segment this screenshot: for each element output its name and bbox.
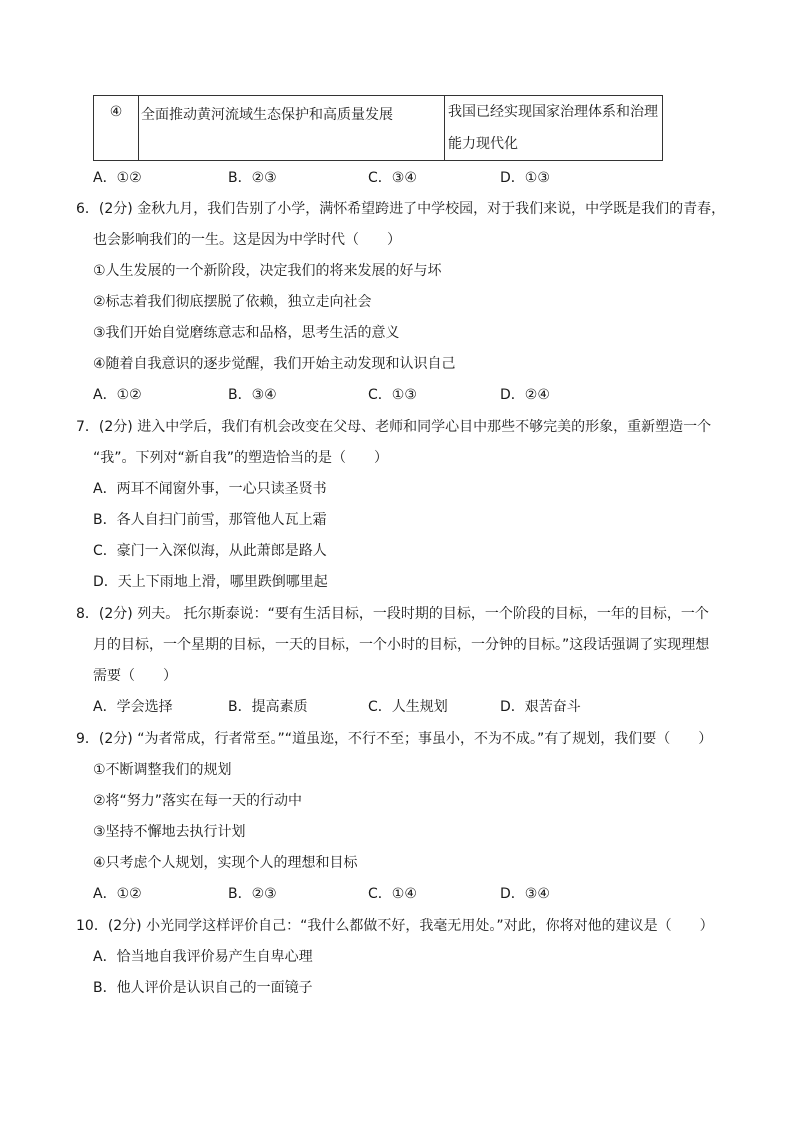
q6-item-1: ①人生发展的一个新阶段，决定我们的将来发展的好与坏 bbox=[93, 263, 442, 279]
q9-option-b: B．②③ bbox=[228, 886, 277, 902]
q9-item-3: ③坚持不懈地去执行计划 bbox=[93, 824, 246, 840]
q7-option-d: D．天上下雨地上滑，哪里跌倒哪里起 bbox=[93, 574, 328, 590]
q9-option-d: D．③④ bbox=[500, 886, 550, 902]
q5-option-d: D．①③ bbox=[500, 170, 550, 186]
q9-stem-line1: 9．(2分) “为者常成，行者常至。”“道虽迩，不行不至；事虽小，不为不成。”有了规划，我们要（ ） bbox=[76, 731, 713, 747]
q9-item-4: ④只考虑个人规划，实现个人的理想和目标 bbox=[93, 855, 358, 871]
q5-option-b: B．②③ bbox=[228, 170, 277, 186]
q9-item-2: ②将“努力”落实在每一天的行动中 bbox=[93, 793, 303, 809]
q5-option-a: A．①② bbox=[93, 170, 142, 186]
q7-stem-line2: “我”。下列对“新自我”的塑造恰当的是（ ） bbox=[93, 450, 389, 466]
q8-option-a: A．学会选择 bbox=[93, 699, 173, 715]
q7-option-b: B．各人自扫门前雪，那管他人瓦上霜 bbox=[93, 512, 327, 528]
q6-option-d: D．②④ bbox=[500, 387, 550, 403]
q6-option-b: B．③④ bbox=[228, 387, 277, 403]
q8-stem-line3: 需要（ ） bbox=[93, 668, 177, 684]
q6-item-3: ③我们开始自觉磨练意志和品格，思考生活的意义 bbox=[93, 325, 400, 341]
q8-stem-line1: 8．(2分) 列夫。 托尔斯泰说：“要有生活目标，一段时期的目标，一个阶段的目标，一年的目标，一个 bbox=[76, 606, 709, 622]
answer-table-fragment bbox=[93, 95, 663, 161]
q6-stem-line2: 也会影响我们的一生。这是因为中学时代（ ） bbox=[93, 232, 401, 248]
table-cell-number: ④ bbox=[94, 96, 139, 161]
q10-option-a: A．恰当地自我评价易产生自卑心理 bbox=[93, 949, 313, 965]
table-row bbox=[94, 96, 663, 161]
q9-option-c: C．①④ bbox=[368, 886, 417, 902]
q10-stem-line1: 10．(2分) 小光同学这样评价自己：“我什么都做不好，我毫无用处。”对此，你将对他的建议是（ ） bbox=[76, 918, 714, 934]
q7-option-a: A．两耳不闻窗外事，一心只读圣贤书 bbox=[93, 481, 327, 497]
q6-item-2: ②标志着我们彻底摆脱了依赖，独立走向社会 bbox=[93, 294, 372, 310]
q6-item-4: ④随着自我意识的逐步觉醒，我们开始主动发现和认识自己 bbox=[93, 356, 456, 372]
q8-option-c: C．人生规划 bbox=[368, 699, 448, 715]
table-cell-judgement bbox=[445, 96, 663, 161]
q5-option-c: C．③④ bbox=[368, 170, 417, 186]
q10-option-b: B．他人评价是认识自己的一面镜子 bbox=[93, 980, 313, 996]
q7-stem-line1: 7．(2分) 进入中学后，我们有机会改变在父母、老师和同学心目中那些不够完美的形象，重新塑造一个 bbox=[76, 419, 712, 435]
q8-stem-line2: 月的目标，一个星期的目标，一天的目标，一个小时的目标，一分钟的目标。”这段话强调了实现理想 bbox=[93, 637, 710, 653]
q6-option-a: A．①② bbox=[93, 387, 142, 403]
table-cell-judgement-line1: 我国已经实现国家治理体系和治理 bbox=[448, 104, 658, 120]
q9-option-a: A．①② bbox=[93, 886, 142, 902]
q8-option-d: D．艰苦奋斗 bbox=[500, 699, 581, 715]
q9-item-1: ①不断调整我们的规划 bbox=[93, 762, 232, 778]
q8-option-b: B．提高素质 bbox=[228, 699, 308, 715]
table-cell-judgement-line2: 能力现代化 bbox=[448, 136, 518, 152]
q7-option-c: C．豪门一入深似海，从此萧郎是路人 bbox=[93, 543, 327, 559]
q6-stem-line1: 6．(2分) 金秋九月，我们告别了小学，满怀希望跨进了中学校园，对于我们来说，中学既是我们的青春， bbox=[76, 201, 726, 217]
table-cell-measure: 全面推动黄河流域生态保护和高质量发展 bbox=[139, 96, 445, 161]
q6-option-c: C．①③ bbox=[368, 387, 417, 403]
